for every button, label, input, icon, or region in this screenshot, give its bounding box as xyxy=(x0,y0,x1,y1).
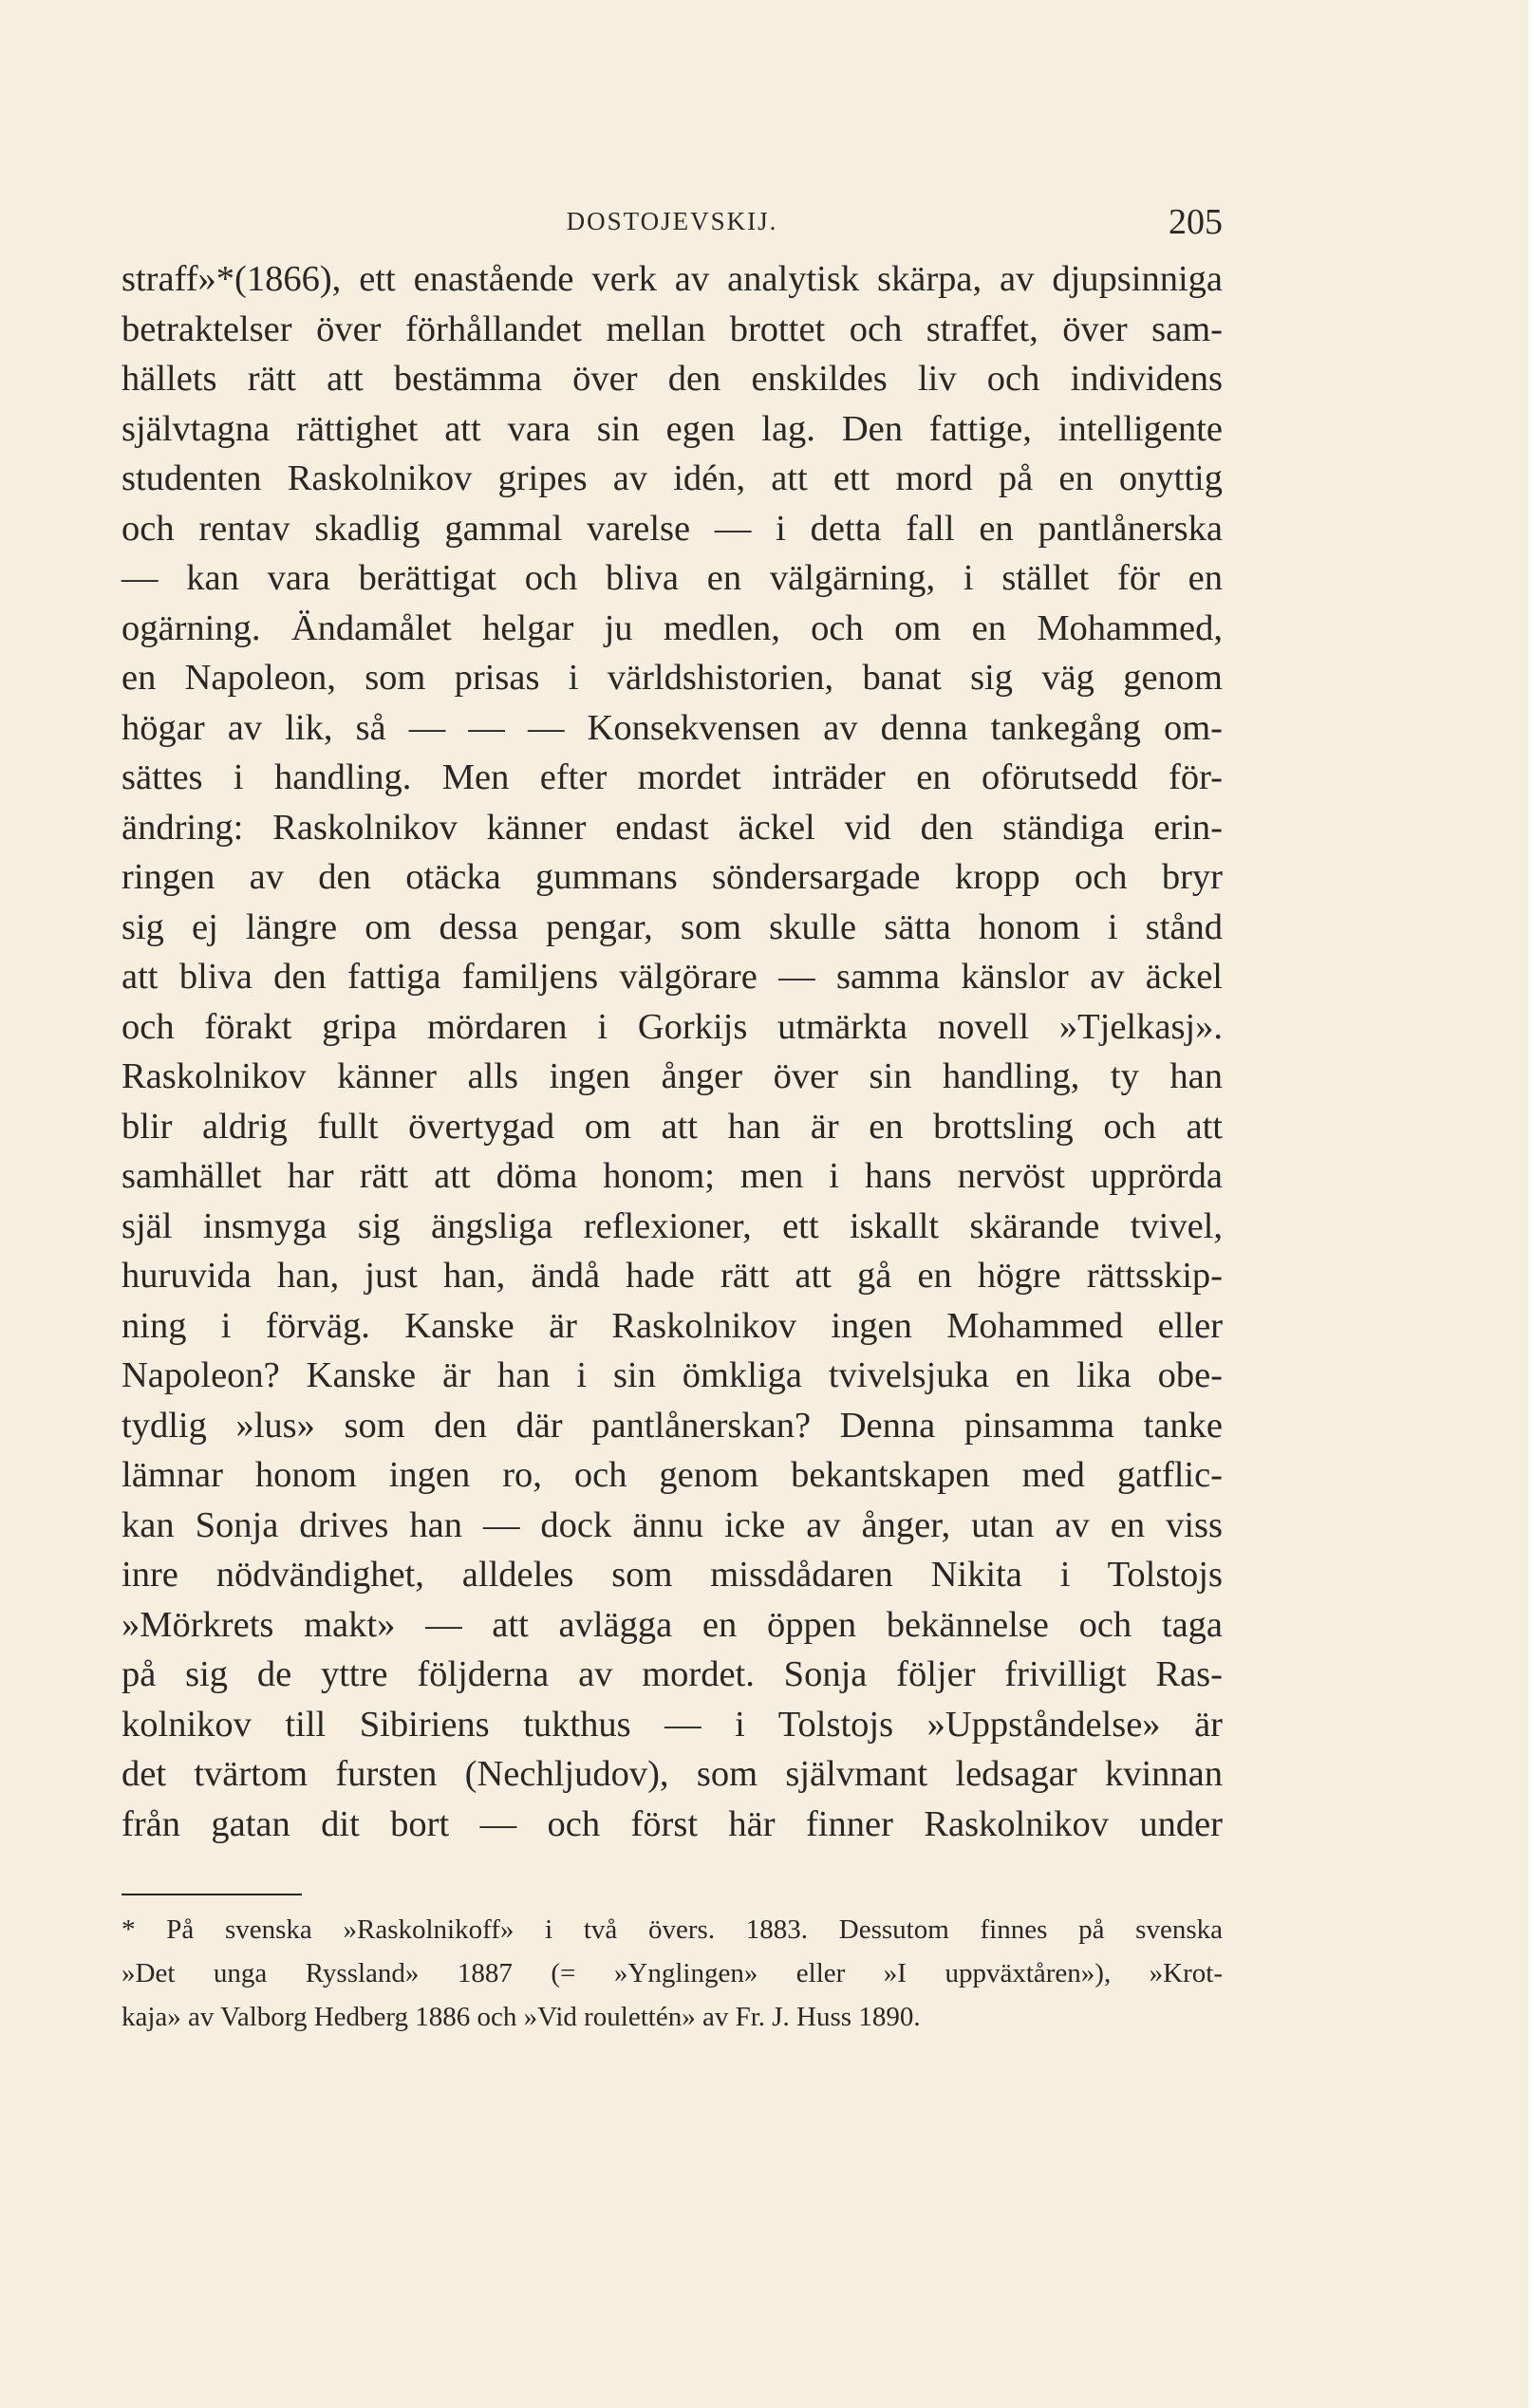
text-line: kolnikov till Sibiriens tukthus — i Tolstojs »Uppståndelse» är xyxy=(122,1704,1223,1745)
body-text xyxy=(122,254,1223,1849)
text-line: tydlig »lus» som den där pantlånerskan? Denna pinsamma tanke xyxy=(122,1405,1223,1446)
text-line: och förakt gripa mördaren i Gorkijs utmärkta novell »Tjelkasj». xyxy=(122,1006,1223,1047)
text-line: sättes i handling. Men efter mordet inträder en oförutsedd för- xyxy=(122,757,1223,797)
text-line: Raskolnikov känner alls ingen ånger över sin handling, ty han xyxy=(122,1056,1223,1096)
text-line: på sig de yttre följderna av mordet. Sonja följer frivilligt Ras- xyxy=(122,1654,1223,1694)
footnote-line: kaja» av Valborg Hedberg 1886 och »Vid roulettén» av Fr. J. Huss 1890. xyxy=(122,2002,921,2032)
text-line: ning i förväg. Kanske är Raskolnikov ingen Mohammed eller xyxy=(122,1305,1223,1346)
text-line: »Mörkrets makt» — att avlägga en öppen bekännelse och taga xyxy=(122,1604,1223,1645)
text-line: hällets rätt att bestämma över den enskildes liv och individens xyxy=(122,359,1223,399)
page-number: 205 xyxy=(1169,202,1223,242)
text-line: blir aldrig fullt övertygad om att han är en brottsling och att xyxy=(122,1106,1223,1147)
text-line: betraktelser över förhållandet mellan brottet och straffet, över sam- xyxy=(122,308,1223,349)
text-line: och rentav skadlig gammal varelse — i detta fall en pantlånerska xyxy=(122,508,1223,549)
text-line: samhället har rätt att döma honom; men i hans nervöst upprörda xyxy=(122,1156,1223,1196)
text-line: en Napoleon, som prisas i världshistorien, banat sig väg genom xyxy=(122,658,1223,698)
page-edge xyxy=(1528,0,1534,2408)
text-line: att bliva den fattiga familjens välgörare — samma känslor av äckel xyxy=(122,957,1223,997)
running-head xyxy=(122,201,1223,242)
text-line: det tvärtom fursten (Nechljudov), som självmant ledsagar kvinnan xyxy=(122,1754,1223,1794)
text-line: kan Sonja drives han — dock ännu icke av ånger, utan av en viss xyxy=(122,1504,1223,1545)
text-line: själ insmyga sig ängsliga reflexioner, ett iskallt skärande tvivel, xyxy=(122,1205,1223,1246)
text-line: — kan vara berättigat och bliva en välgärning, i stället för en xyxy=(122,558,1223,598)
running-title: DOSTOJEVSKIJ. xyxy=(566,207,778,235)
text-line: från gatan dit bort — och först här finner Raskolnikov under xyxy=(122,1803,1223,1844)
text-line: ogärning. Ändamålet helgar ju medlen, och om en Mohammed, xyxy=(122,607,1223,648)
footnote-line: »Det unga Ryssland» 1887 (= »Ynglingen» eller »I uppväxtåren»), »Krot- xyxy=(122,1958,1223,1988)
text-line: högar av lik, så — — — Konsekvensen av denna tankegång om- xyxy=(122,707,1223,748)
text-line: ändring: Raskolnikov känner endast äckel vid den ständiga erin- xyxy=(122,807,1223,848)
text-line: lämnar honom ingen ro, och genom bekantskapen med gatflic- xyxy=(122,1455,1223,1495)
footnote-divider xyxy=(122,1894,302,1895)
footnote xyxy=(122,1908,1223,2039)
text-line: huruvida han, just han, ändå hade rätt att gå en högre rättsskip- xyxy=(122,1256,1223,1296)
text-line: studenten Raskolnikov gripes av idén, att ett mord på en onyttig xyxy=(122,458,1223,498)
footnote-line: * På svenska »Raskolnikoff» i två övers. 1883. Dessutom finnes på svenska xyxy=(122,1914,1223,1945)
text-line: ringen av den otäcka gummans söndersargade kropp och bryr xyxy=(122,857,1223,897)
text-line: Napoleon? Kanske är han i sin ömkliga tvivelsjuka en lika obe- xyxy=(122,1355,1223,1395)
text-line: inre nödvändighet, alldeles som missdådaren Nikita i Tolstojs xyxy=(122,1555,1223,1595)
text-line: straff»*(1866), ett enastående verk av analytisk skärpa, av djupsinniga xyxy=(122,259,1223,299)
text-line: sig ej längre om dessa pengar, som skulle sätta honom i stånd xyxy=(122,906,1223,947)
text-line: självtagna rättighet att vara sin egen lag. Den fattige, intelligente xyxy=(122,408,1223,449)
